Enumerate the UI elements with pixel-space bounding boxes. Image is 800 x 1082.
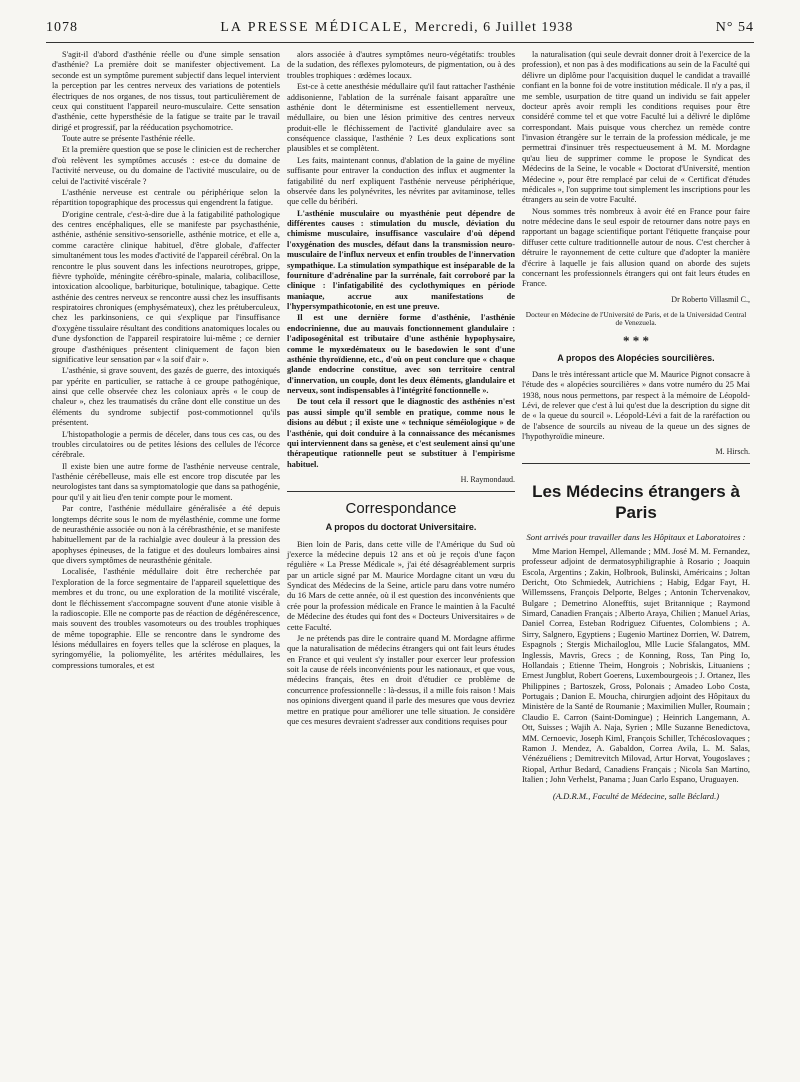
subheading: A propos du doctorat Universitaire.	[325, 522, 477, 533]
page-number: 1078	[46, 20, 78, 35]
closing-line: (A.D.R.M., Faculté de Médecine, salle Béclard.)	[552, 791, 720, 802]
subheading: A propos des Alopécies sourcilières.	[557, 352, 715, 363]
paragraph: Je ne prétends pas dire le contraire quand M. Mordagne affirme que la naturalisation de médecins étrangers qui ont fait leurs études en France et qui veulent s'y installer pour exercer leur profession soit la cause de réels inconvénients pour les nationaux, et que vous, médecins français, êtes en droit d'étudier ce problème de concurrence professionnelle : là-dessus, il a mille fois raison ! Mais nos opinions divergent quand il parle des mesures que vous devriez mettre en pratique pour améliorer une telle situation. Je considère que ces mesures devraient s'adresser aux conditions requises pour	[287, 633, 515, 726]
column-2	[287, 50, 515, 727]
paragraph: la naturalisation (qui seule devrait donner droit à l'exercice de la profession), et non pas à des modifications au sein de la Faculté qui délivre un diplôme pour l'acquisition duquel le candidat a travaillé confiant en la bonne foi de votre institution médicale. Il n'y a pas, il me semble, usurpation de titre quand un individu se fait appeler docteur après avoir rempli les conditions requises pour être considéré comme tel et que votre Faculté lui a délivré le diplôme correspondant. Mais puisque vous cherchez un remède contre l'invasion étrangère sur le terrain de la profession médicale, je me permettrai d'insinuer très respectueusement à M. M. Mordagne qu'au lieu de supprimer comme le propose le Syndicat des Médecins de la Seine, le vocable « Doctorat d'Université, mention Médecine », pour être remplacé par celui de « Certificat d'études médicales », l'on supprime tout simplement les inscriptions pour les étrangers au sein de votre Faculté.	[522, 50, 750, 205]
asterism: * * *	[623, 333, 649, 349]
section-title-medecins: Les Médecins étrangers à Paris	[532, 482, 740, 523]
paragraph: L'asthénie, si grave souvent, des gazés de guerre, des intoxiqués par ypérite en particulier, se rattache à ce groupe pathogénique, ainsi que celle observée chez les coloniaux après « le coup de chaleur », chez les traumatisés du crâne dont elle constitue un des éléments du syndrome subjectif post-commotionnel qu'ils présentent.	[52, 366, 280, 428]
paragraph: Toute autre se présente l'asthénie réelle.	[62, 134, 195, 143]
paragraph: L'histopathologie a permis de déceler, dans tous ces cas, ou des troubles circulatoires ou de petites lésions des cellules de l'écorce cérébrale.	[52, 429, 280, 460]
paragraph: Nous sommes très nombreux à avoir été en France pour faire notre médecine dans le seul espoir de retourner dans notre pays en rapportant un bagage scientifique portant l'étiquette française pour diffuser cette culture traditionnelle autour de nous. C'est chercher à détruire le rayonnement de cette culture que d'adopter la manière d'écrire à laquelle je fais allusion quand on aborde des sujets concernant les professionnels étrangers qui ont fait leurs études en France.	[522, 206, 750, 289]
paragraph: alors associée à d'autres symptômes neuro-végétatifs: troubles de la sudation, des réflexes pylomoteurs, de pigmentation, ou à des troubles trophiques : œdèmes locaux.	[287, 50, 515, 80]
paragraph: Dans le très intéressant article que M. Maurice Pignot consacre à l'étude des « alopécies sourcilières » dans votre numéro du 25 Mai 1938, nous nous permettons, par respect à la mémoire de Léopold-Lévi, de relever que c'est à lui qu'est due la description du signe dit de « la queue du sourcil ». Léopold-Lévi a fait de la raréfaction ou de l'absence de sourcils au niveau de la queue un des signes de l'hypothyroïdie mineure.	[522, 369, 750, 441]
paragraph: Il est une dernière forme d'asthénie, l'asthénie endocrinienne, due au mauvais fonctionnement glandulaire : l'adiposogénital est tributaire d'une asthénie hypophysaire, comme le myxœdémateux ou le basedowien le sont d'une asthénie thyroïdienne, etc., d'où on peut conclure que « chaque glande endocrine constitue, avec son territoire central d'innervation, un couple, dont les deux éléments, glandulaire et nerveux, sont indispensables à l'intégrité fonctionnelle ».	[287, 313, 515, 395]
paragraph: Par contre, l'asthénie médullaire généralisée a été depuis longtemps décrite sous le nom de myélasthénie, comme une forme de neurasthénie associée ou non à la cérébrasthénie, et se manifeste habituellement par de la rachialgie avec douleur à la pression des apophyses épineuses, de la fatigue et des douleurs lombaires ainsi que divers symptômes de neurasthénie génitale.	[52, 504, 280, 565]
paragraph: Les faits, maintenant connus, d'ablation de la gaine de myéline suffisante pour entraver la conduction des influx et augmenter la fatigabilité du nerf expliquent l'asthénie nerveuse périphérique, observée dans les polynévrites, les névrites par avitaminose, telles que celle du béribéri.	[287, 155, 515, 207]
paragraph: Est-ce à cette anesthésie médullaire qu'il faut rattacher l'asthénie addisonienne, l'ablation de la surrénale faisant apparaître une asthénie dont le déterminisme est essentiellement nerveux, médullaire, ou bien une lésion primitive des centres nerveux produit-elle le fléchissement de l'activité glandulaire avec sa conséquence classique, l'asthénie ? Les deux explications sont plausibles et se complètent.	[287, 82, 515, 154]
author-signature: M. Hirsch.	[715, 447, 750, 457]
paragraph: D'origine centrale, c'est-à-dire due à la fatigabilité pathologique des centres encéphaliques, elle se manifeste par psychasthénie, asthénie, asthénie sensitivo-sensorielle, asthénie motrice, et elle a, comme caractère clinique habituel, d'être globale, d'affecter simultanément tous les modes d'activité de l'appareil cérébral. On la rencontre le plus souvent dans les infections neurotropes, grippe, fièvre typhoïde, méningite cérébro-spinale, malaria, colibacillose, intoxication alcoolique, barbiturique, botulinique, tabagique. Cette asthénie des centres nerveux se rencontre aussi chez les insuffisants respiratoires chroniques (emphysémateux), chez les prétuberculeux, chez les parkinsoniens, ce qui s'explique par l'insuffisance d'oxygène tissulaire résultant des conditions anatomiques locales ou d'une dysfonction de l'appareil respiratoire lui-même ; ce dernier groupe d'asthéniques présentent cliniquement de façon bien significative leur sensation par « la soif d'air ».	[52, 209, 280, 364]
author-signature: H. Raymondaud.	[460, 475, 515, 484]
issue-number: N° 54	[715, 20, 754, 35]
paragraph: Et la première question que se pose le clinicien est de rechercher d'où relèvent les symptômes accusés : est-ce du domaine de l'activité nerveuse, ou du domaine de l'activité musculaire, ou de celui de l'activité viscérale ?	[52, 145, 280, 186]
divider	[287, 491, 515, 492]
paragraph: L'asthénie nerveuse est centrale ou périphérique selon la répartition topographique des processus qui engendrent la fatigue.	[52, 187, 280, 208]
author-affiliation: Docteur en Médecine de l'Université de Paris, et de la Universidad Central de Venezuela.	[525, 309, 747, 328]
paragraph: L'asthénie musculaire ou myasthénie peut dépendre de différentes causes : stimulation du muscle, déviation du chimisme musculaire, insuffisance vasculaire d'où dépend l'oxygénation des muscles, défaut dans la transmission neuro-musculaire de l'influx nerveux et enfin troubles de l'innervation sympathique. La stimulation sympathique est inséparable de la fourniture d'adrénaline par la surrénale, fait corroboré par la clinique : l'infatigabilité des cyclothymiques en période maniaque, accrue aux manifestations de l'hypersympathicotonie, en est une preuve.	[287, 208, 515, 311]
paragraph: Localisée, l'asthénie médullaire doit être recherchée par l'exploration de la force segmentaire de l'appareil squelettique des membres et du tronc, ou une exploration de la motilité viscérale, dont le fléchissement s'accompagne souvent d'une atonie visible à la radioscopie. Elle ne comporte pas de réaction de dégénérescence, mais souvent des troubles vasomoteurs ou des troubles trophiques de même topographie. Elle se rencontre dans le syndrome des lésions médullaires en foyers telles que la sclérose en plaques, la syringomyélie, la poliomyélite, les artérites médullaires, les compressions tumorales, et est	[52, 567, 280, 670]
column-1	[52, 50, 280, 672]
paragraph: Bien loin de Paris, dans cette ville de l'Amérique du Sud où j'exerce la médecine depuis 12 ans et où je reçois d'une façon régulière « La Presse Médicale », j'ai été désagréablement surpris par un article signé par M. Maurice Mordagne citant un vœu du Syndicat des Médecins de la Seine, article paru dans votre numéro du 16 Mars de cette année, où il est question des inconvénients que crée pour la profession médicale en France le maintien à la Faculté de Médecine des études qui font des « Docteurs Universitaires » de cette Faculté.	[287, 539, 515, 632]
issue-date: Mercredi, 6 Juillet 1938	[414, 20, 574, 35]
paragraph: De tout cela il ressort que le diagnostic des asthénies n'est pas aussi simple qu'il semble en pratique, comme nous le disions au début ; il existe une « technique séméiologique » de l'asthénie, qui doit conduire à la connaissance des mécanismes qui interviennent dans sa genèse, et c'est seulement ainsi qu'une thérapeutique rationnelle peut se substituer à l'empirisme habituel.	[287, 397, 515, 469]
journal-title: LA PRESSE MÉDICALE,	[220, 20, 409, 35]
page-header	[46, 20, 754, 43]
paragraph: Mme Marion Hempel, Allemande ; MM. José M. M. Fernandez, professeur adjoint de dermatosyphiligraphie à Rosario ; Joaquin Escola, Argentins ; Zakin, Holbrook, Bulinski, Américains ; Joltan Dericht, Oto Schmiedek, Autrichiens ; Habig, Edgar Fayt, H. Willemssens, François Delporte, Belges ; Antonin Tchervenakov, Bulgare ; Demetrino Alonefftis, sujet Britannique ; Raymond Simard, Canadien Français ; Alberto Araya, Chilien ; Manuel Arias, Daniel Correa, Esteban Rodriguez Cifuentes, Colombiens ; A. Sirry, Salgnero, Egyptiens ; Eugenio Martinez Dorrien, W. Datrem, Espagnols ; Stergis Michailoglou, Mlle Lucie Sfalangatos, MM. Inglessis, Mavris, Grecs ; de Konning, Ross, Tan Ping Io, Hollandais ; Etienne Theim, Hongrois ; Nobriskis, Lituaniens ; Ernest Jungblut, Robert Goerens, Luxembourgeois ; J. Ortanez, Iles Philippines ; Bartoszek, Gross, Polonais ; Amadeo Lobo Costa, Portugais ; Danion E. Moucha, chirurgien adjoint des Hôpitaux du Ministère de la Santé de Roumanie ; Maximilien Muller, Roumain ; Claudio E. Carron (Saint-Domingue) ; Heinrich Langemann, A. Ott, Suisses ; Wajih A. Naja, Syrien ; Mlle Suzanne Benedictova, MM. Cernoevic, Joseph Kiml, François Schiller, Tchécoslovaques ; Ramon J. Mendez, A. Gabaldon, Correa Avila, L. M. Salas, Vénézuéliens ; Demitrevitch Milovad, Artur Horvat, Yougoslaves ; Riopal, Arthur Bedard, Canadiens Français ; Nicola San Martino, Italien ; John Verhelst, Panama ; Juan Carlo Espano, Uruguayen.	[522, 546, 750, 785]
divider	[522, 463, 750, 464]
section-title-correspondance: Correspondance	[345, 499, 457, 517]
paragraph: S'agit-il d'abord d'asthénie réelle ou d'une simple sensation d'asthénie? La première doit se manifester objectivement. La seconde est un symptôme purement subjectif dans lequel intervient la perception par les centres nerveux des variations de potentiels électriques de nos organes, de nos tissus, tout particulièrement de ceux qui constituent l'appareil neuro-musculaire. Cette sensation d'asthénie, cette hypersthésie de la fatigue se traite par le travail dirigé et progressif, par la rééducation psychomotrice.	[52, 50, 280, 132]
intro-line: Sont arrivés pour travailler dans les Hôpitaux et Laboratoires :	[526, 532, 746, 543]
paragraph: Il existe bien une autre forme de l'asthénie nerveuse centrale, l'asthénie cérébelleuse, mais elle est encore trop discutée par les neurologistes tant dans sa symptomatologie que dans sa pathogénie, pour qu'il y ait lieu d'en tenir compte pour le moment.	[52, 461, 280, 502]
column-3	[522, 50, 750, 802]
author-signature: Dr Roberto Villasmil C.,	[671, 294, 750, 304]
